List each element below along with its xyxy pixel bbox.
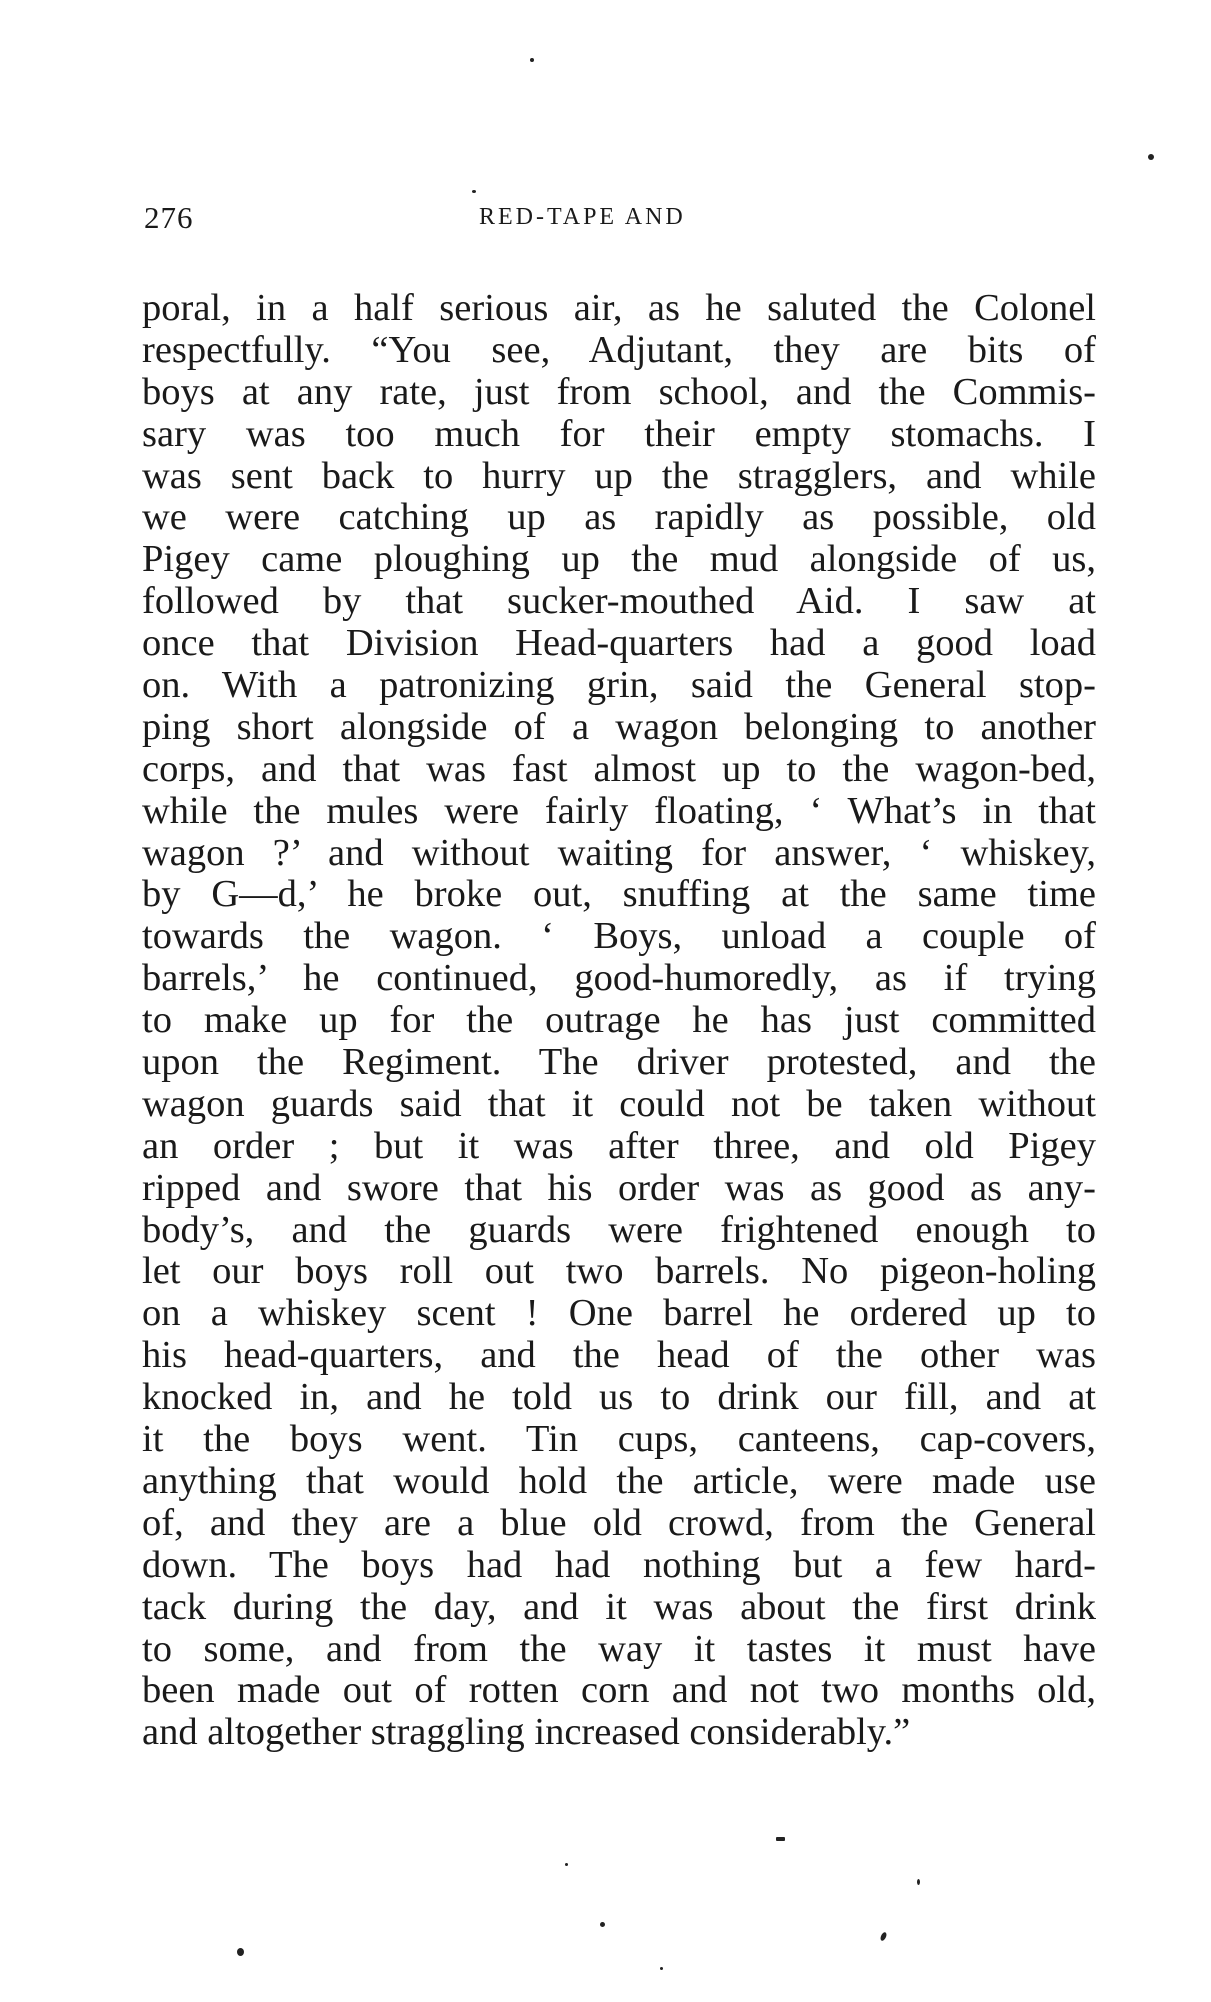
text-line: barrels,’ he continued, good-humoredly, as if trying <box>142 957 1096 1000</box>
text-line: been made out of rotten corn and not two months old, <box>142 1669 1096 1712</box>
scan-speck <box>660 1967 663 1970</box>
text-line: by G—d,’ he broke out, snuffing at the same time <box>142 873 1096 916</box>
text-line: to some, and from the way it tastes it must have <box>142 1627 1096 1670</box>
text-line: tack during the day, and it was about the first drink <box>142 1585 1096 1628</box>
text-line: an order ; but it was after three, and old Pigey <box>142 1124 1096 1167</box>
scan-speck <box>917 1879 920 1885</box>
scan-speck <box>776 1837 785 1841</box>
text-line: followed by that sucker-mouthed Aid. I saw at <box>142 580 1096 623</box>
scan-speck <box>1148 154 1154 160</box>
text-line: upon the Regiment. The driver protested, and the <box>142 1041 1096 1084</box>
scan-speck <box>565 1863 568 1866</box>
text-line: poral, in a half serious air, as he saluted the Colonel <box>142 287 1096 329</box>
text-line: his head-quarters, and the head of the other was <box>142 1334 1096 1377</box>
text-line: on a whiskey scent ! One barrel he ordered up to <box>142 1292 1096 1335</box>
text-line: was sent back to hurry up the stragglers, and while <box>142 454 1096 497</box>
scan-speck <box>879 1931 887 1941</box>
text-line: body’s, and the guards were frightened enough to <box>142 1208 1096 1251</box>
text-line: while the mules were fairly floating, ‘ What’s in that <box>142 789 1096 832</box>
text-line: wagon ?’ and without waiting for answer, ‘ whiskey, <box>142 831 1096 874</box>
scan-speck <box>600 1922 605 1927</box>
text-line-last: and altogether straggling increased considerably.” <box>142 1711 911 1754</box>
text-line: we were catching up as rapidly as possible, old <box>142 496 1096 539</box>
text-line: of, and they are a blue old crowd, from the General <box>142 1501 1096 1544</box>
text-line: once that Division Head-quarters had a good load <box>142 622 1096 665</box>
page-header <box>144 200 1064 240</box>
running-head: RED-TAPE AND <box>479 204 686 230</box>
text-line: boys at any rate, just from school, and the Commis- <box>142 370 1096 413</box>
text-line: knocked in, and he told us to drink our fill, and at <box>142 1376 1096 1419</box>
text-line: down. The boys had had nothing but a few hard- <box>142 1543 1096 1586</box>
scan-speck <box>472 190 476 193</box>
scan-speck <box>237 1948 244 1956</box>
text-line: sary was too much for their empty stomachs. I <box>142 412 1096 455</box>
text-line: ripped and swore that his order was as good as any- <box>142 1166 1096 1209</box>
text-line: let our boys roll out two barrels. No pigeon-holing <box>142 1250 1096 1293</box>
text-line: anything that would hold the article, were made use <box>142 1459 1096 1502</box>
text-line: to make up for the outrage he has just committed <box>142 999 1096 1042</box>
text-line: corps, and that was fast almost up to the wagon-bed, <box>142 747 1096 790</box>
text-line: wagon guards said that it could not be taken without <box>142 1082 1096 1125</box>
text-line: respectfully. “You see, Adjutant, they are bits of <box>142 328 1096 371</box>
text-line: Pigey came ploughing up the mud alongside of us, <box>142 538 1096 581</box>
text-line: on. With a patronizing grin, said the General stop- <box>142 664 1096 707</box>
text-line: towards the wagon. ‘ Boys, unload a couple of <box>142 915 1096 958</box>
text-line: ping short alongside of a wagon belonging to another <box>142 705 1096 748</box>
scan-speck <box>530 58 534 62</box>
body-text <box>142 288 1096 1754</box>
text-line: it the boys went. Tin cups, canteens, cap-covers, <box>142 1418 1096 1461</box>
page-number: 276 <box>144 200 194 235</box>
